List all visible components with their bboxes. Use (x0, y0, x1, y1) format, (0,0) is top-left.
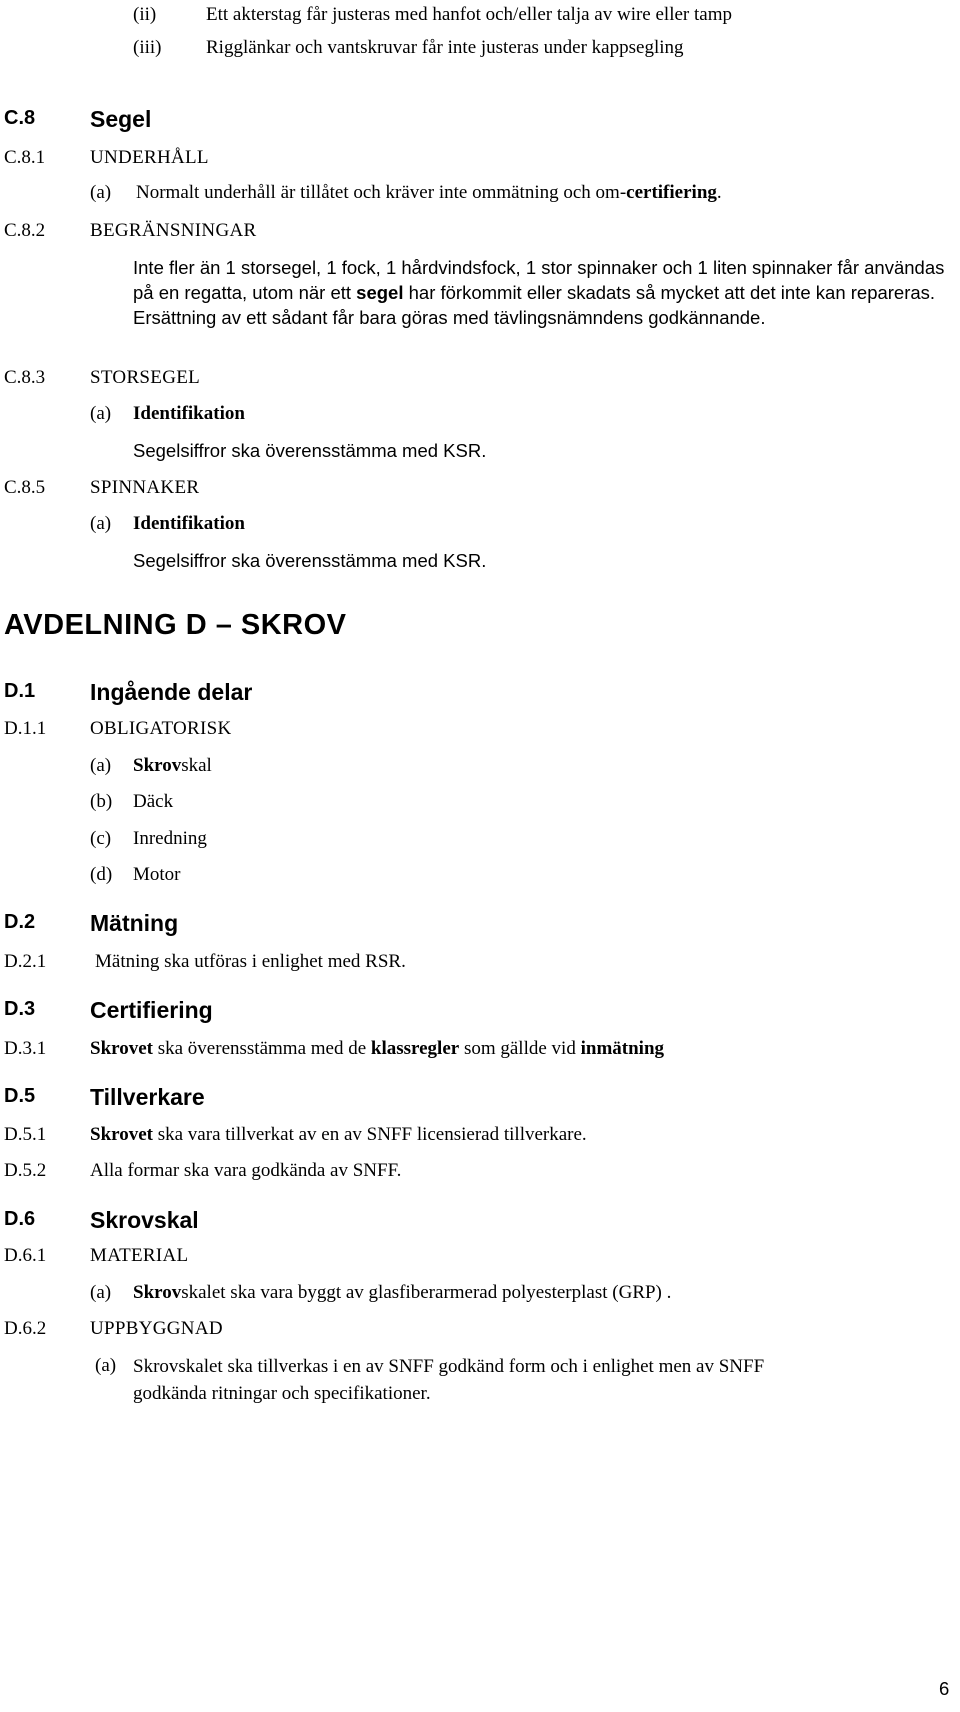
item-iii-text: Rigglänkar och vantskruvar får inte justeras under kappsegling (206, 37, 684, 58)
d62-title: UPPBYGGNAD (90, 1318, 223, 1339)
c85-a-title: Identifikation (133, 513, 245, 534)
d11-item-c-label: (c) (90, 828, 112, 849)
d1-number: D.1 (4, 680, 36, 702)
c85-a-text: Segelsiffror ska överensstämma med KSR. (133, 550, 487, 571)
d11-item-a-rest: skal (181, 755, 212, 776)
d51-number: D.5.1 (4, 1124, 47, 1145)
d5-number: D.5 (4, 1085, 36, 1107)
c85-number: C.8.5 (4, 477, 46, 498)
d31-bold-3: inmätning (580, 1038, 665, 1059)
c85-title: SPINNAKER (90, 477, 200, 498)
c83-a-label: (a) (90, 403, 112, 424)
c81-a-text (136, 182, 722, 204)
d31-bold-2: klassregler (370, 1038, 460, 1059)
d31-bold-1: Skrovet (90, 1038, 153, 1059)
c83-title: STORSEGEL (90, 367, 201, 388)
d62-a-label: (a) (95, 1355, 117, 1376)
c83-number: C.8.3 (4, 367, 46, 388)
d5-title: Tillverkare (90, 1084, 205, 1110)
item-ii-label: (ii) (133, 4, 157, 25)
d61-a-text (133, 1282, 671, 1304)
d62-a-text: Skrovskalet ska tillverkas i en av SNFF godkänd form och i enlighet men av SNFF godkända ritningar och specifikationer. (133, 1356, 765, 1404)
d11-item-d-text: Motor (133, 864, 181, 885)
c82-number: C.8.2 (4, 220, 46, 241)
c83-a-title: Identifikation (133, 403, 245, 424)
d52-number: D.5.2 (4, 1160, 47, 1181)
d51-rest: ska vara tillverkat av en av SNFF licensierad tillverkare. (152, 1124, 587, 1145)
d11-item-a-bold: Skrov (133, 755, 182, 776)
d6-number: D.6 (4, 1208, 36, 1230)
c8-title: Segel (90, 106, 152, 132)
d52-text: Alla formar ska vara godkända av SNFF. (90, 1160, 402, 1181)
c8-number: C.8 (4, 107, 36, 129)
c85-a-label: (a) (90, 513, 112, 534)
c82-paragraph-part1: Inte fler än 1 storsegel, 1 fock, 1 hårdvindsfock, 1 stor spinnaker och 1 liten spinnaker får användas på en regatta, utom när ett (133, 257, 945, 303)
d11-item-b-text: Däck (133, 791, 174, 812)
d62-number: D.6.2 (4, 1318, 47, 1339)
c81-a-label: (a) (90, 182, 112, 203)
d2-number: D.2 (4, 911, 36, 933)
c81-a-text-bold: certifiering (626, 182, 717, 203)
d31-text-2: som gällde vid (459, 1038, 581, 1059)
item-iii-label: (iii) (133, 37, 162, 58)
d11-item-a-label: (a) (90, 755, 112, 776)
d1-title: Ingående delar (90, 679, 253, 705)
d51-bold: Skrovet (90, 1124, 153, 1145)
c81-a-text-end: . (716, 182, 722, 203)
section-title: AVDELNING D – SKROV (4, 609, 347, 641)
d21-number: D.2.1 (4, 951, 47, 972)
c81-number: C.8.1 (4, 147, 46, 168)
d6-title: Skrovskal (90, 1207, 199, 1233)
d31-number: D.3.1 (4, 1038, 47, 1059)
d31-text (90, 1038, 664, 1060)
d61-a-label: (a) (90, 1282, 112, 1303)
item-ii-text: Ett akterstag får justeras med hanfot och/eller talja av wire eller tamp (206, 4, 732, 25)
c82-paragraph-part2: har förkommit eller skadats så mycket att det inte kan repareras. Ersättning av ett sådant får bara göras med tävlingsnämndens godkännande. (133, 282, 936, 328)
d11-item-c-text: Inredning (133, 828, 207, 849)
d3-number: D.3 (4, 998, 36, 1020)
d51-text (90, 1124, 587, 1146)
d61-a-bold: Skrov (133, 1282, 182, 1303)
d11-item-d-label: (d) (90, 864, 113, 885)
d61-title: MATERIAL (90, 1245, 189, 1266)
c82-title: BEGRÄNSNINGAR (90, 220, 257, 241)
d3-title: Certifiering (90, 997, 213, 1023)
d11-title: OBLIGATORISK (90, 718, 232, 739)
d11-item-b-label: (b) (90, 791, 113, 812)
d61-a-rest: skalet ska vara byggt av glasfiberarmerad polyesterplast (GRP) . (181, 1282, 672, 1303)
d31-text-1: ska överensstämma med de (152, 1038, 371, 1059)
d61-number: D.6.1 (4, 1245, 47, 1266)
d2-title: Mätning (90, 910, 179, 936)
c82-paragraph (133, 255, 948, 330)
page-number: 6 (939, 1678, 950, 1699)
c81-a-text-main: Normalt underhåll är tillåtet och kräver inte ommätning och om- (136, 182, 627, 203)
c83-a-text: Segelsiffror ska överensstämma med KSR. (133, 440, 487, 461)
d11-number: D.1.1 (4, 718, 47, 739)
c81-title: UNDERHÅLL (90, 147, 209, 168)
d11-item-a-text (133, 755, 212, 777)
d21-text: Mätning ska utföras i enlighet med RSR. (95, 951, 406, 972)
c82-paragraph-bold: segel (356, 282, 404, 303)
